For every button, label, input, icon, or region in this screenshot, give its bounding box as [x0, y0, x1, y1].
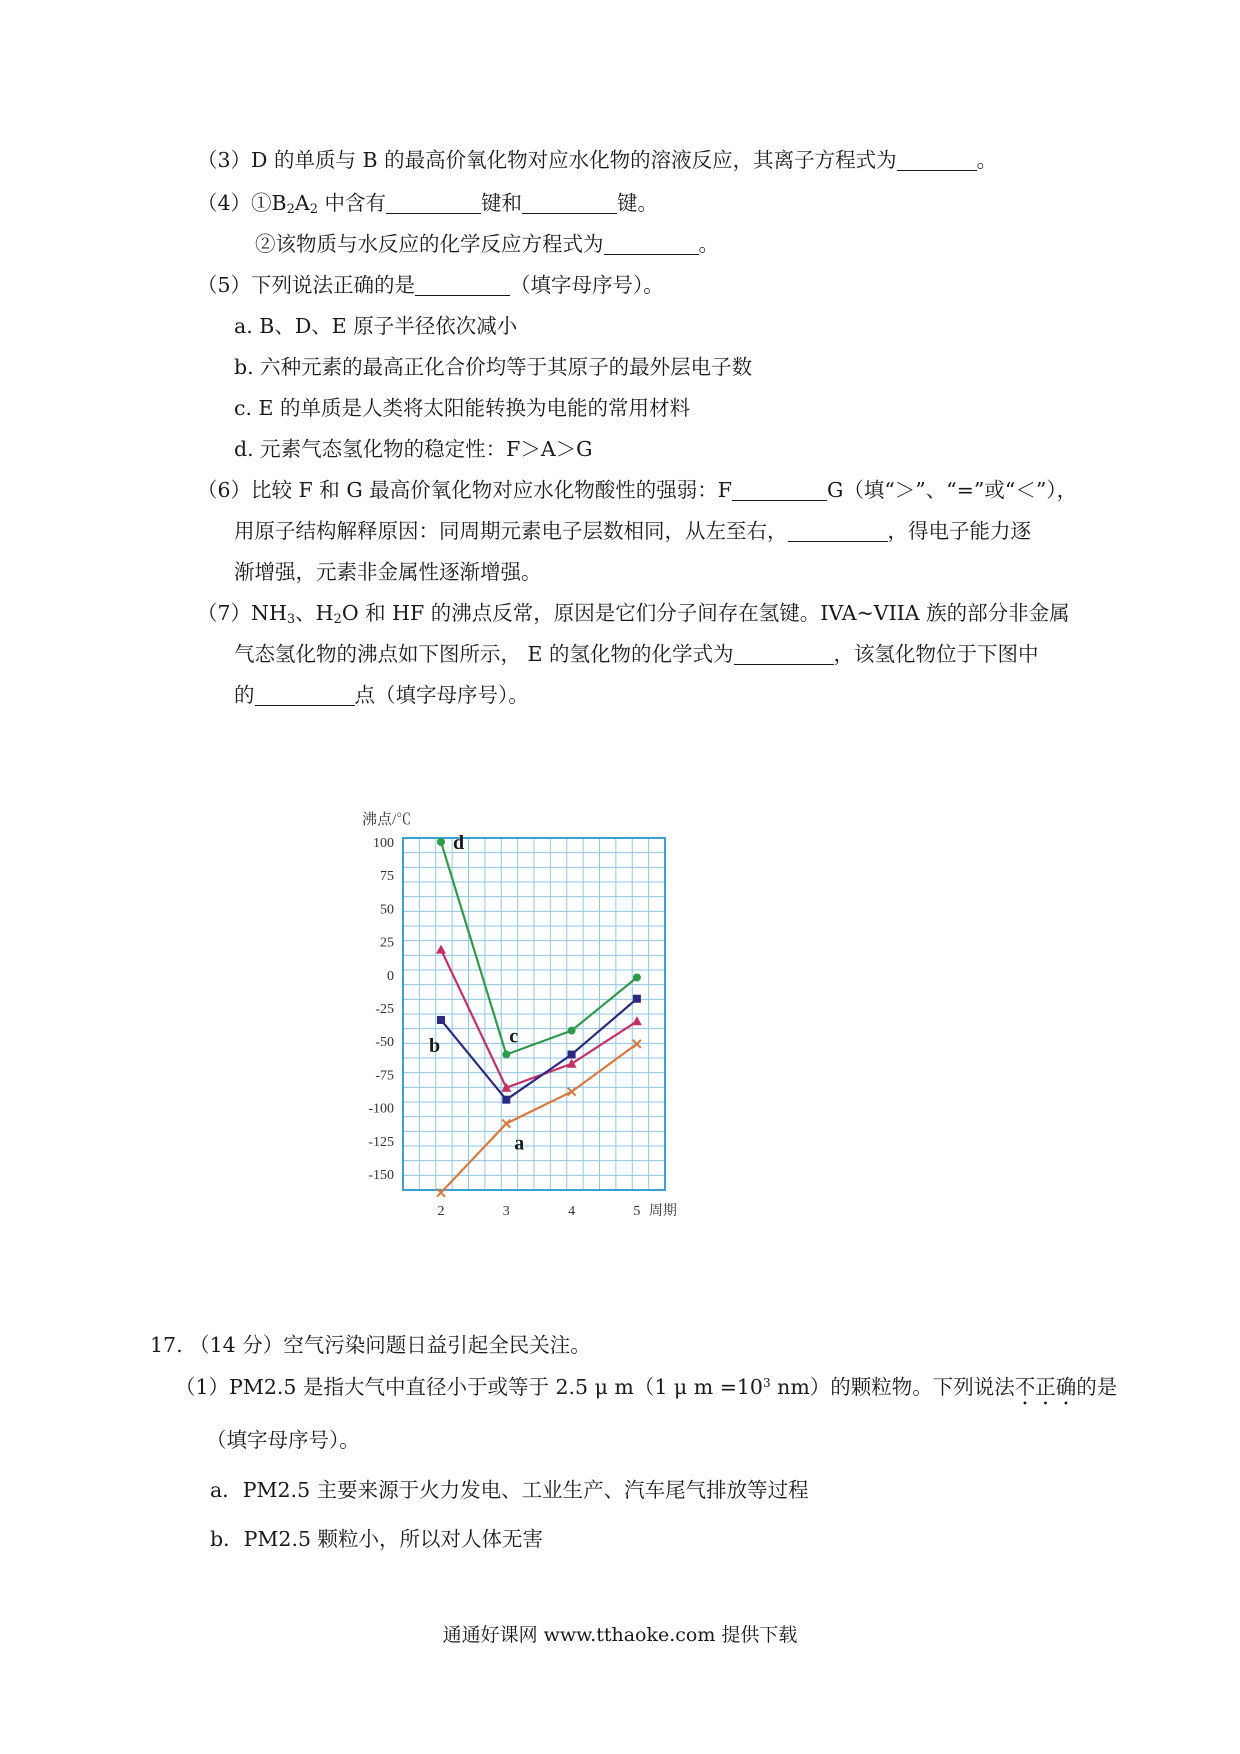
q3-text: （3）D 的单质与 B 的最高价氧化物对应水化物的溶液反应，其离子方程式为 — [197, 148, 897, 172]
answer-blank[interactable] — [255, 683, 355, 706]
answer-blank[interactable] — [732, 478, 827, 501]
footer-credit: 通通好课网 www.tthaoke.com 提供下载 — [442, 1624, 798, 1646]
q7-line-3: 的 点（填字母序号）。 — [234, 683, 529, 707]
q17-option-b: b．PM2.5 颗粒小，所以对人体无害 — [210, 1527, 544, 1551]
data-point — [502, 1120, 510, 1128]
y-axis-label: 沸点/℃ — [362, 812, 412, 828]
data-point — [633, 995, 641, 1003]
series-line — [441, 1044, 637, 1193]
answer-blank[interactable] — [788, 519, 888, 542]
q5-line: （5）下列说法正确的是 （填字母序号）。 — [197, 273, 664, 297]
q5-option-b: b. 六种元素的最高正化合价均等于其原子的最外层电子数 — [234, 355, 753, 379]
data-point — [632, 1016, 642, 1025]
data-point — [437, 1016, 445, 1024]
q17-line-1: （1）PM2.5 是指大气中直径小于或等于 2.5 μ m（1 μ $m =10^3$ nm）的颗粒物。下列说法不正确的是 — [175, 1375, 1118, 1399]
series-line — [441, 842, 637, 1055]
q4b-line: ②该物质与水反应的化学反应方程式为 。 — [255, 232, 719, 256]
y-tick-label: 50 — [380, 902, 394, 918]
y-tick-label: 0 — [387, 968, 394, 984]
data-point — [633, 1040, 641, 1048]
data-point — [437, 1189, 445, 1197]
series-line — [441, 999, 637, 1100]
y-tick-label: -50 — [375, 1035, 394, 1051]
data-point — [568, 1027, 576, 1035]
series-line — [441, 950, 637, 1088]
data-point — [633, 973, 641, 981]
answer-blank[interactable] — [522, 191, 617, 214]
y-tick-label: -100 — [368, 1101, 394, 1117]
y-tick-label: 25 — [380, 935, 394, 951]
q3-line: （3）D 的单质与 B 的最高价氧化物对应水化物的溶液反应，其离子方程式为 。 — [197, 148, 998, 172]
y-tick-label: 75 — [380, 869, 394, 885]
q17-line-2: （填字母序号）。 — [206, 1428, 360, 1452]
q5-option-a: a. B、D、E 原子半径依次减小 — [234, 314, 518, 338]
data-point — [568, 1088, 576, 1096]
x-tick-label: 2 — [437, 1204, 445, 1219]
x-tick-label: 3 — [502, 1204, 510, 1219]
data-point — [633, 1040, 641, 1048]
q4-line: $(4)①B_2A_2$ 中含有 键和 键。 — [197, 191, 659, 217]
data-point — [568, 1088, 576, 1096]
x-axis-label: 周期 — [648, 1204, 677, 1219]
point-annotation: a — [514, 1132, 525, 1155]
data-point — [502, 1096, 510, 1104]
q6-line-1: （6）比较 F 和 G 最高价氧化物对应水化物酸性的强弱：F G（填“＞”、“=”或“＜”）， — [197, 478, 1078, 502]
answer-blank[interactable] — [897, 148, 977, 171]
q17-option-a: a．PM2.5 主要来源于火力发电、工业生产、汽车尾气排放等过程 — [210, 1478, 809, 1502]
q5-option-d: d. 元素气态氢化物的稳定性：F＞A＞G — [234, 437, 593, 461]
point-annotation: d — [453, 831, 465, 854]
x-tick-label: 4 — [568, 1204, 576, 1219]
y-tick-label: -150 — [368, 1168, 394, 1184]
answer-blank[interactable] — [604, 232, 699, 255]
data-point — [502, 1051, 510, 1059]
y-tick-label: -125 — [368, 1134, 394, 1150]
q5-option-c: c. E 的单质是人类将太阳能转换为电能的常用材料 — [234, 396, 690, 420]
data-point — [437, 838, 445, 846]
answer-blank[interactable] — [415, 273, 510, 296]
q7-line-1: $(7)NH_3$、$H_2O$ 和 HF 的沸点反常，原因是它们分子间存在氢键。IVA~VIIA 族的部分非金属 — [197, 601, 1070, 627]
q17-title: 17. （14 分）空气污染问题日益引起全民关注。 — [150, 1333, 591, 1357]
data-point — [567, 1059, 577, 1068]
data-point — [436, 945, 446, 954]
point-annotation: c — [509, 1025, 519, 1048]
y-tick-label: 100 — [373, 835, 394, 851]
answer-blank[interactable] — [386, 191, 481, 214]
plot-frame — [403, 838, 665, 1190]
q6-line-2: 用原子结构解释原因：同周期元素电子层数相同，从左至右， ，得电子能力逐 — [234, 519, 1031, 543]
data-point — [568, 1051, 576, 1059]
point-annotation: b — [429, 1034, 441, 1057]
data-point — [437, 1189, 445, 1197]
x-tick-label: 5 — [633, 1204, 641, 1219]
emphasized-text: 不正确 — [1014, 1375, 1077, 1399]
y-tick-label: -75 — [375, 1068, 394, 1084]
q7-line-2: 气态氢化物的沸点如下图所示， E 的氢化物的化学式为 ，该氢化物位于下图中 — [234, 642, 1039, 666]
answer-blank[interactable] — [734, 642, 834, 665]
data-point — [502, 1120, 510, 1128]
q6-line-3: 渐增强，元素非金属性逐渐增强。 — [234, 560, 542, 584]
data-point — [501, 1083, 511, 1092]
y-tick-label: -25 — [375, 1002, 394, 1018]
